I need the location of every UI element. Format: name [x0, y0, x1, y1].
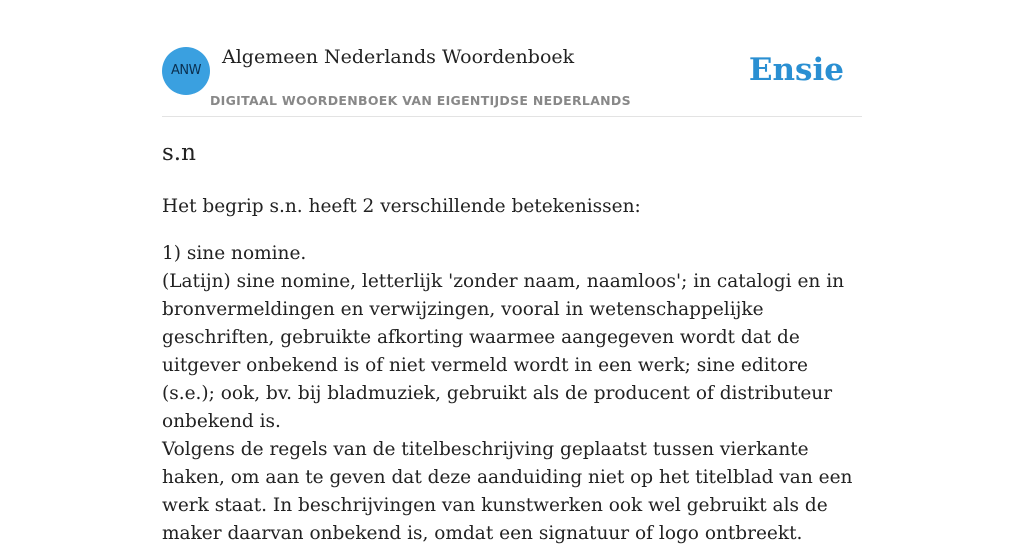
entry-term: s.n	[162, 140, 196, 166]
entry-intro: Het begrip s.n. heeft 2 verschillende betekenissen:	[162, 196, 641, 217]
meaning-1-paragraph-1: (Latijn) sine nomine, letterlijk 'zonder naam, naamloos'; in catalogi en in bronvermeldingen en verwijzingen, vooral in wetenschappelijke geschriften, gebruikte afkorting waarmee aangegeven wordt dat de uitgever onbekend is of niet vermeld wordt in een werk; sine editore (s.e.); ook, bv. bij bladmuziek, gebruikt als de producent of distributeur onbekend is.	[162, 271, 845, 432]
meaning-1	[162, 240, 862, 548]
site-header	[162, 0, 862, 117]
page-container	[162, 0, 862, 544]
anw-logo[interactable]: ANW	[162, 47, 210, 95]
meaning-1-paragraph-2: Volgens de regels van de titelbeschrijving geplaatst tussen vierkante haken, om aan te geven dat deze aanduiding niet op het titelblad van een werk staat. In beschrijvingen van kunstwerken ook wel gebruikt als de maker daarvan onbekend is, omdat een signatuur of logo ontbreekt.	[162, 439, 853, 544]
meaning-1-heading: 1) sine nomine.	[162, 243, 307, 264]
site-subtitle: DIGITAAL WOORDENBOEK VAN EIGENTIJDSE NEDERLANDS	[210, 93, 631, 108]
ensie-brand-link[interactable]: Ensie	[748, 52, 844, 88]
site-title-link[interactable]: Algemeen Nederlands Woordenboek	[222, 46, 575, 68]
